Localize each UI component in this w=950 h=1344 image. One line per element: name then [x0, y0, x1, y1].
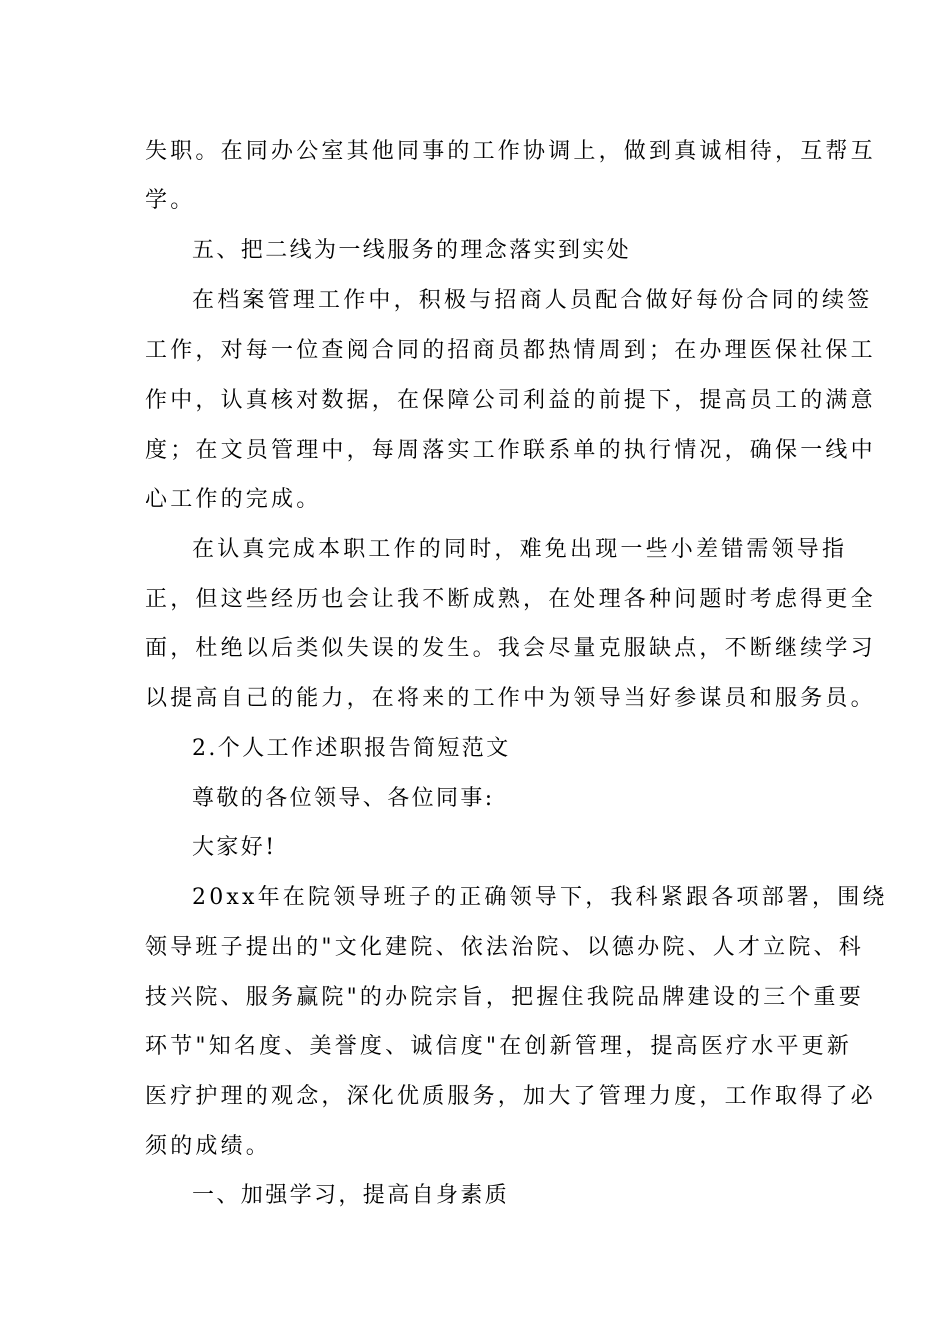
paragraph-line: 在档案管理工作中，积极与招商人员配合做好每份合同的续签 — [192, 288, 873, 313]
paragraph-line: 领导班子提出的"文化建院、依法治院、以德办院、人才立院、科 — [145, 935, 864, 960]
paragraph-line: 20xx年在院领导班子的正确领导下，我科紧跟各项部署，围绕 — [192, 885, 888, 910]
paragraph-line: 失职。在同办公室其他同事的工作协调上，做到真诚相待，互帮互 — [145, 139, 876, 164]
paragraph-line: 环节"知名度、美誉度、诚信度"在创新管理，提高医疗水平更新 — [145, 1034, 853, 1059]
paragraph-line: 心工作的完成。 — [145, 487, 322, 512]
greeting: 大家好! — [192, 835, 277, 860]
paragraph-line: 学。 — [145, 188, 196, 213]
paragraph-line: 正，但这些经历也会让我不断成熟，在处理各种问题时考虑得更全 — [145, 587, 876, 612]
paragraph-line: 医疗护理的观念，深化优质服务，加大了管理力度，工作取得了必 — [145, 1084, 876, 1109]
paragraph-line: 面，杜绝以后类似失误的发生。我会尽量克服缺点，不断继续学习 — [145, 636, 876, 661]
paragraph-line: 在认真完成本职工作的同时，难免出现一些小差错需领导指 — [192, 537, 848, 562]
salutation: 尊敬的各位领导、各位同事: — [192, 786, 495, 811]
paragraph-line: 技兴院、服务赢院"的办院宗旨，把握住我院品牌建设的三个重要 — [145, 985, 864, 1010]
paragraph-line: 工作，对每一位查阅合同的招商员都热情周到；在办理医保社保工 — [145, 338, 876, 363]
section-heading: 一、加强学习，提高自身素质 — [192, 1183, 510, 1208]
paragraph-line: 作中，认真核对数据，在保障公司利益的前提下，提高员工的满意 — [145, 388, 876, 413]
section-heading: 2.个人工作述职报告简短范文 — [192, 736, 511, 761]
paragraph-line: 须的成绩。 — [145, 1134, 272, 1159]
paragraph-line: 以提高自己的能力，在将来的工作中为领导当好参谋员和服务员。 — [145, 686, 876, 711]
paragraph-line: 度；在文员管理中，每周落实工作联系单的执行情况，确保一线中 — [145, 438, 876, 463]
section-heading: 五、把二线为一线服务的理念落实到实处 — [192, 238, 632, 263]
